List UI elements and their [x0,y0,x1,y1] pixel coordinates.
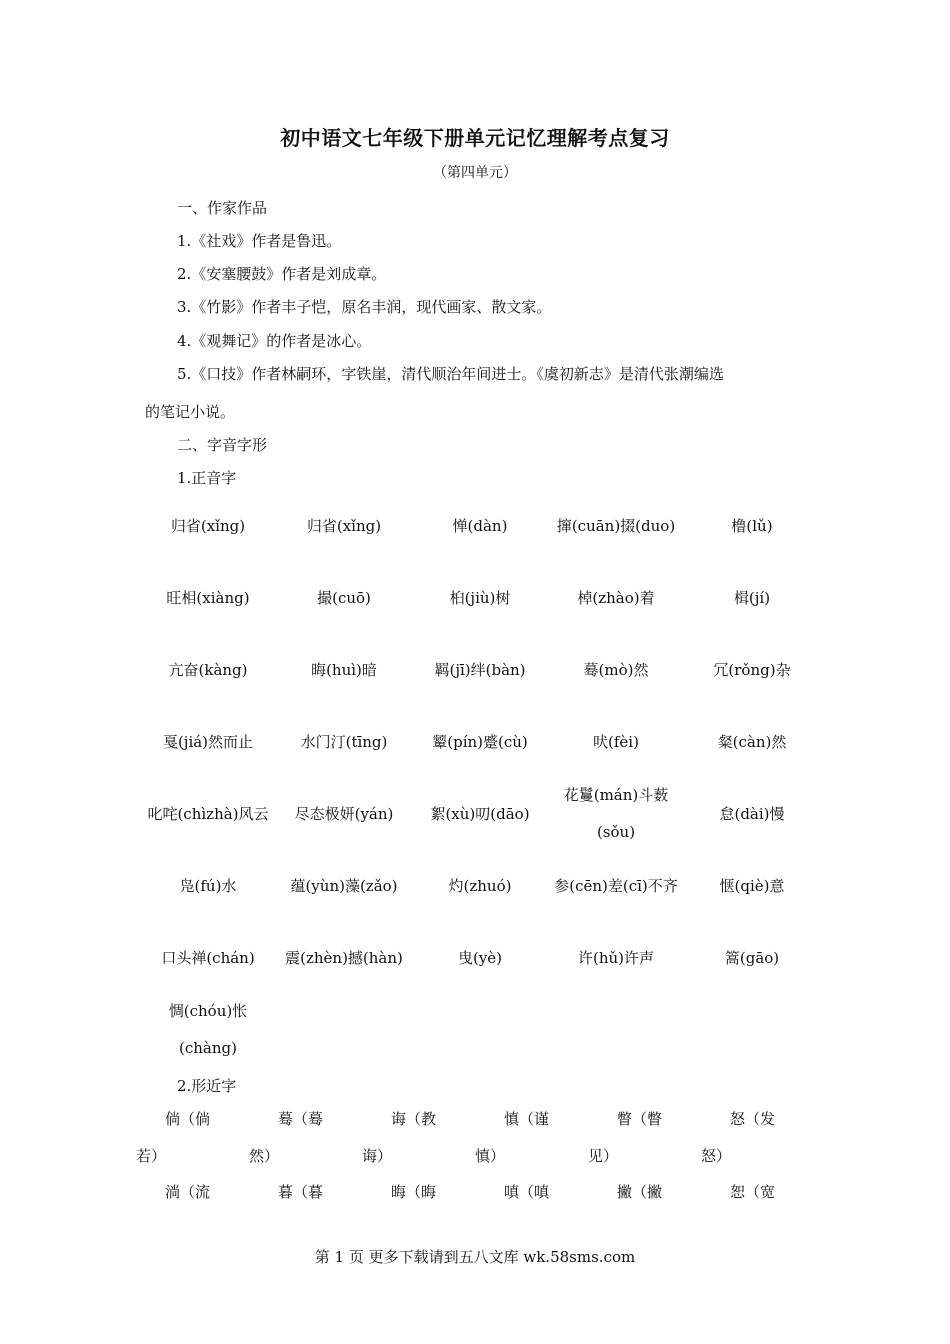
subheading-similar-characters: 2.形近字 [177,1077,237,1095]
pronunciation-text: 晦(huì)暗 [311,660,377,679]
pronunciation-text: 撮(cuō) [317,588,371,607]
similar-chars-row [136,1138,816,1175]
pronunciation-cell [276,634,412,706]
pronunciation-text: 曳(yè) [457,948,503,967]
similar-char-entry: 然） [249,1147,280,1165]
similar-char-entry: 怒） [701,1147,732,1165]
pronunciation-cell [548,706,684,778]
pronunciation-text: 颦(pín)蹙(cù) [432,732,528,751]
similar-chars-row [165,1174,845,1211]
pronunciation-text: 口头禅(chán) [161,948,255,967]
pronunciation-row [140,490,820,562]
pronunciation-text: 蕴(yùn)藻(zǎo) [290,876,398,895]
pronunciation-row [140,994,820,1066]
similar-char-entry: 晦（晦 [391,1183,437,1201]
pronunciation-table [140,490,820,1066]
pronunciation-cell [548,562,684,634]
pronunciation-cell [140,562,276,634]
pronunciation-cell [684,922,820,994]
section-heading-pronunciation: 二、字音字形 [177,436,268,454]
pronunciation-row [140,922,820,994]
pronunciation-text: 篙(gāo) [724,948,780,967]
pronunciation-cell [140,490,276,562]
similar-char-entry: 诲（教 [391,1110,437,1128]
pronunciation-cell [548,778,684,850]
author-item-continued: 的笔记小说。 [145,403,236,421]
pronunciation-text: 旺相(xiàng) [166,588,250,607]
pronunciation-row [140,706,820,778]
pronunciation-cell [140,922,276,994]
similar-char-entry: 慎（谨 [504,1110,550,1128]
pronunciation-row [140,778,820,850]
pronunciation-row [140,634,820,706]
pronunciation-cell [412,634,548,706]
pronunciation-text: 亢奋(kàng) [168,660,248,679]
pronunciation-cell [548,994,684,1066]
similar-char-entry: 见） [588,1147,619,1165]
pronunciation-text: 惆(chóu)怅(chàng) [168,1002,248,1057]
page-subtitle: （第四单元） [433,165,517,181]
pronunciation-cell [276,778,412,850]
pronunciation-cell [684,778,820,850]
pronunciation-cell [412,850,548,922]
similar-char-entry: 瞥（瞥 [617,1110,663,1128]
pronunciation-text: 戛(jiá)然而止 [162,732,254,751]
pronunciation-text: 归省(xǐng) [170,516,246,535]
pronunciation-text: 震(zhèn)撼(hàn) [285,948,403,967]
pronunciation-cell [548,922,684,994]
pronunciation-cell [276,490,412,562]
similar-chars-row [165,1101,845,1138]
similar-char-entry: 诲） [362,1147,393,1165]
subheading-correct-pronunciation: 1.正音字 [177,469,237,487]
pronunciation-cell [412,490,548,562]
pronunciation-text: 许(hǔ)许声 [577,948,655,967]
similar-char-entry: 蓦（蓦 [278,1110,324,1128]
pronunciation-cell [276,562,412,634]
pronunciation-cell [140,850,276,922]
author-item: 2.《安塞腰鼓》作者是刘成章。 [177,265,387,283]
pronunciation-cell [412,562,548,634]
pronunciation-text: 怠(dài)慢 [719,804,785,823]
pronunciation-cell [684,706,820,778]
similar-char-entry: 怒（发 [730,1110,776,1128]
pronunciation-cell [276,922,412,994]
pronunciation-cell [140,706,276,778]
pronunciation-text: 棹(zhào)着 [577,588,655,607]
pronunciation-cell [684,994,820,1066]
page-title: 初中语文七年级下册单元记忆理解考点复习 [280,126,670,150]
pronunciation-cell [412,994,548,1066]
pronunciation-text: 冗(rǒng)杂 [713,660,791,679]
section-heading-authors: 一、作家作品 [177,199,268,217]
pronunciation-cell [548,850,684,922]
similar-char-entry: 淌（流 [165,1183,211,1201]
pronunciation-cell [684,490,820,562]
similar-char-entry: 慎） [475,1147,506,1165]
pronunciation-cell [140,778,276,850]
pronunciation-text: 惮(dàn) [452,516,508,535]
pronunciation-text: 桕(jiù)树 [449,588,511,607]
pronunciation-text: 羁(jī)绊(bàn) [434,660,526,679]
page-footer: 第 1 页 更多下载请到五八文库 wk.58sms.com [314,1248,636,1266]
pronunciation-text: 蓦(mò)然 [583,660,649,679]
pronunciation-text: 灼(zhuó) [448,876,512,895]
pronunciation-text: 凫(fú)水 [179,876,237,895]
pronunciation-text: 橹(lǔ) [731,516,773,535]
author-item: 3.《竹影》作者丰子恺，原名丰润，现代画家、散文家。 [177,298,552,316]
pronunciation-text: 叱咤(chìzhà)风云 [147,804,269,823]
pronunciation-cell [412,706,548,778]
pronunciation-cell [684,634,820,706]
pronunciation-row [140,562,820,634]
pronunciation-text: 楫(jí) [733,588,771,607]
pronunciation-text: 絮(xù)叨(dāo) [430,804,530,823]
author-item: 1.《社戏》作者是鲁迅。 [177,232,342,250]
pronunciation-text: 吠(fèi) [593,732,639,751]
similar-char-entry: 恕（宽 [730,1183,776,1201]
pronunciation-row [140,850,820,922]
similar-char-entry: 暮（暮 [278,1183,324,1201]
pronunciation-cell [548,634,684,706]
pronunciation-text: 尽态极妍(yán) [294,804,394,823]
pronunciation-cell [684,562,820,634]
pronunciation-cell [548,490,684,562]
pronunciation-text: 粲(càn)然 [717,732,787,751]
similar-char-entry: 嗔（嗔 [504,1183,550,1201]
pronunciation-cell [140,994,276,1066]
similar-char-entry: 若） [136,1147,167,1165]
pronunciation-cell [276,706,412,778]
pronunciation-cell [276,850,412,922]
pronunciation-cell [684,850,820,922]
pronunciation-text: 撺(cuān)掇(duo) [556,516,676,535]
pronunciation-text: 惬(qiè)意 [719,876,785,895]
pronunciation-text: 花鬘(mán)斗薮(sǒu) [563,786,669,841]
pronunciation-cell [412,778,548,850]
pronunciation-cell [276,994,412,1066]
similar-char-entry: 撇（撇 [617,1183,663,1201]
pronunciation-cell [140,634,276,706]
author-item: 5.《口技》作者林嗣环，字铁崖，清代顺治年间进士。《虞初新志》是清代张潮编选 [177,365,724,383]
similar-char-entry: 倘（倘 [165,1110,211,1128]
pronunciation-text: 参(cēn)差(cī)不齐 [554,876,678,895]
pronunciation-text: 归省(xǐng) [306,516,382,535]
author-item: 4.《观舞记》的作者是冰心。 [177,332,372,350]
pronunciation-cell [412,922,548,994]
pronunciation-text: 水门汀(tīng) [300,732,388,751]
